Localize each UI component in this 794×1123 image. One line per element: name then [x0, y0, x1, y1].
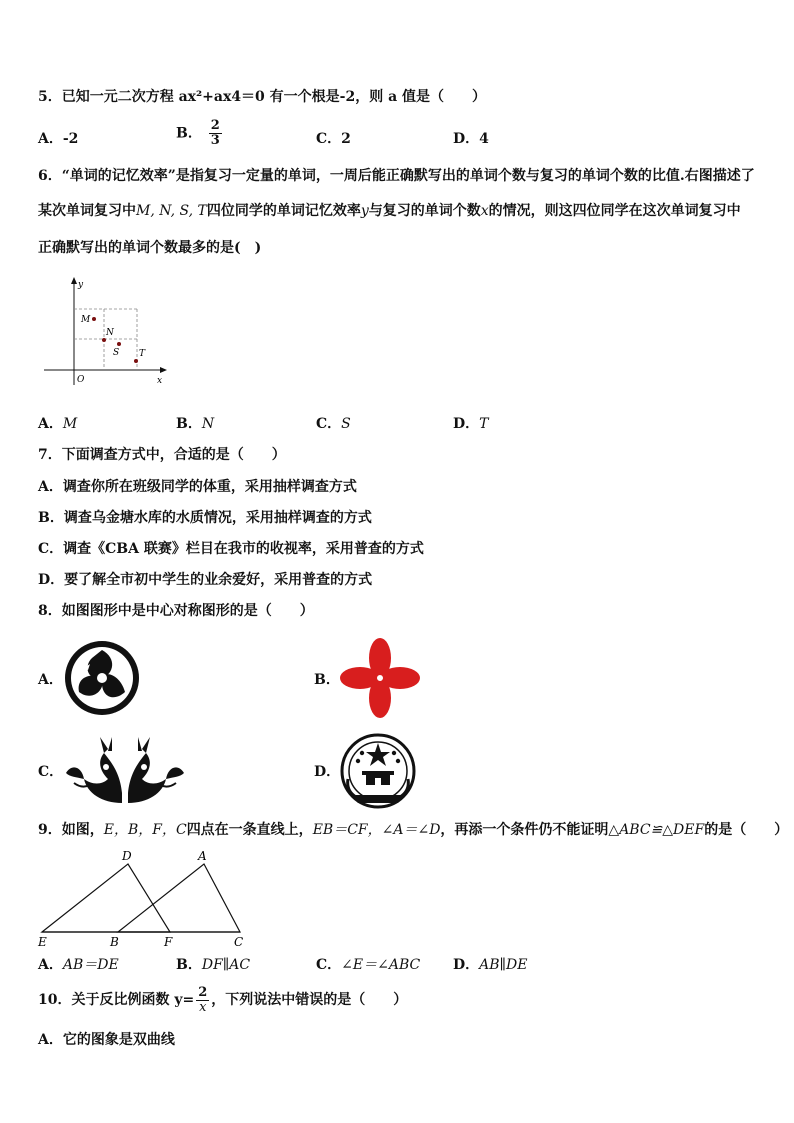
q7-option-b: B．调查乌金塘水库的水质情况，采用抽样调查的方式 [38, 510, 372, 526]
q6-x-arrow-icon [160, 367, 167, 373]
q6-option-b: B．N [176, 416, 215, 432]
q6-option-a: A．M [38, 416, 78, 432]
q5-option-b: B． $\frac{2}{3}$ [176, 118, 220, 148]
q6-y-arrow-icon [71, 277, 77, 284]
q6-line2: 某次单词复习中M, N, S, T四位同学的单词记忆效率y与复习的单词个数x的情况，则这四位同学在这次单词复习中 [38, 203, 741, 219]
q6-option-d: D．T [453, 416, 489, 432]
q6-line1: 6．“单词的记忆效率”是指复习一定量的单词，一周后能正确默写出的单词个数与复习的单词个数的比值.右图描述了 [38, 168, 755, 184]
q9-stem: 9．如图，E，B，F，C四点在一条直线上，EB＝CF，∠A＝∠D，再添一个条件仍不能证明△ABC≌△DEF的是（ ） [38, 822, 789, 838]
q9-label-d: D [122, 849, 132, 863]
q9-label-a: A [198, 849, 207, 863]
q6-x-label: x [157, 376, 163, 386]
q5-option-a: A．-2 [38, 131, 79, 147]
q6-line3: 正确默写出的单词个数最多的是( ) [38, 240, 262, 256]
q9-triangle-abc [118, 864, 240, 932]
q8-stem: 8．如图图形中是中心对称图形的是（ ） [38, 603, 314, 619]
q6-label-m: M [81, 315, 91, 325]
q9-triangles-figure [34, 846, 250, 950]
q9-label-c: C [234, 935, 244, 949]
q8-option-b: B． [314, 672, 340, 688]
q7-option-c: C．调查《CBA 联赛》栏目在我市的收视率，采用普查的方式 [38, 541, 424, 557]
q5-stem: 5．已知一元二次方程 ax²+ax4＝0 有一个根是-2，则 a 值是（ ） [38, 89, 487, 105]
q9-triangle-def [42, 864, 170, 932]
q7-option-d: D．要了解全市初中学生的业余爱好，采用普查的方式 [38, 572, 373, 588]
q6-point-t [134, 359, 138, 363]
q8-national-emblem-icon [338, 731, 418, 813]
q8-option-c: C． [38, 764, 64, 780]
q6-label-s: S [113, 348, 120, 358]
q5-option-c: C．2 [316, 131, 351, 147]
q7-stem: 7．下面调查方式中，合适的是（ ） [38, 447, 286, 463]
q8-emblem-a-icon [62, 638, 142, 718]
q8-twin-birds-icon [62, 733, 188, 809]
q6-point-s [117, 342, 121, 346]
q6-origin-label: O [77, 375, 85, 385]
q8-option-a: A． [38, 672, 63, 688]
q6-point-n [102, 338, 106, 342]
q5-option-b-fraction: $\frac{2}{3}$ [210, 118, 220, 148]
q6-label-t: T [139, 349, 146, 359]
q10-option-a: A．它的图象是双曲线 [38, 1032, 175, 1048]
q8-option-d: D． [314, 764, 341, 780]
q6-option-c: C．S [316, 416, 351, 432]
q7-option-a: A．调查你所在班级同学的体重，采用抽样调查方式 [38, 479, 357, 495]
q9-option-d: D．AB∥DE [453, 957, 528, 973]
q8-red-flower-icon [338, 636, 422, 720]
q6-y-label: y [78, 280, 84, 290]
q9-option-a: A．AB＝DE [38, 957, 119, 973]
q6-label-n: N [106, 328, 114, 338]
q10-stem: 10．关于反比例函数 y= $\frac{2}{x}$ ，下列说法中错误的是（ ） [38, 984, 408, 1015]
q6-scatter-graph [40, 275, 170, 390]
q10-fraction: $\frac{2}{x}$ [198, 984, 208, 1015]
q9-label-f: F [164, 935, 173, 949]
q9-label-e: E [38, 935, 47, 949]
q6-point-m [92, 317, 96, 321]
q9-option-c: C．∠E＝∠ABC [316, 957, 421, 973]
q9-label-b: B [110, 935, 119, 949]
q9-option-b: B．DF∥AC [176, 957, 251, 973]
q5-option-d: D．4 [453, 131, 489, 147]
